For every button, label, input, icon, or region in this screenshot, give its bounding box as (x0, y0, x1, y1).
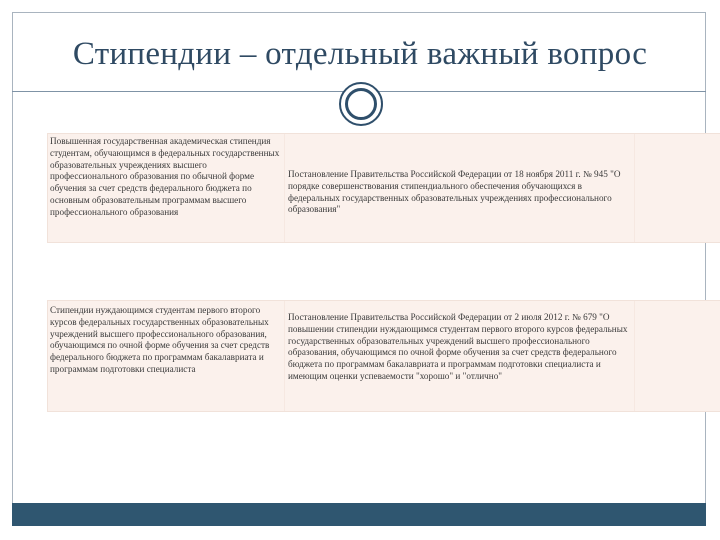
table-row (47, 133, 720, 243)
table-cell-scholarship-type: Повышенная государственная академическая стипендия студентам, обучающимся в федеральных государственных образовательных учреждениях высшего профессионального образования по обычной форме обучения за счет средств федерального бюджета по основным образовательным программам высшего профессионального образования (48, 134, 285, 242)
footer-band (12, 503, 706, 526)
table-cell-regulation: Постановление Правительства Российской Федерации от 18 ноября 2011 г. № 945 "О порядке совершенствования стипендиального обеспечения обучающихся в федеральных государственных образовательных учреждениях профессионального образования" (288, 169, 621, 215)
table-cell-empty (634, 301, 720, 411)
table-cell-scholarship-type: Стипендии нуждающимся студентам первого второго курсов федеральных государственных образовательных учреждений высшего профессионального образования, обучающимся по очной форме обучения за счет средств федерального бюджета по программам бакалавриата и программам подготовки специалиста (48, 301, 285, 411)
decorative-ring (345, 88, 377, 120)
decorative-circle-icon (339, 82, 383, 126)
table-cell-empty (634, 134, 720, 242)
table-row (47, 300, 720, 412)
slide-title: Стипендии – отдельный важный вопрос (72, 36, 648, 72)
table-cell-regulation: Постановление Правительства Российской Федерации от 2 июля 2012 г. № 679 "О повышении стипендии нуждающимся студентам первого второго курсов федеральных государственных образовательных учреждений высшего профессионального образования, обучающимся по очной форме обучения за счет средств федерального бюджета по программам бакалавриата и программам подготовки специалиста и имеющим оценки успеваемости "хорошо" и "отлично" (288, 312, 628, 381)
